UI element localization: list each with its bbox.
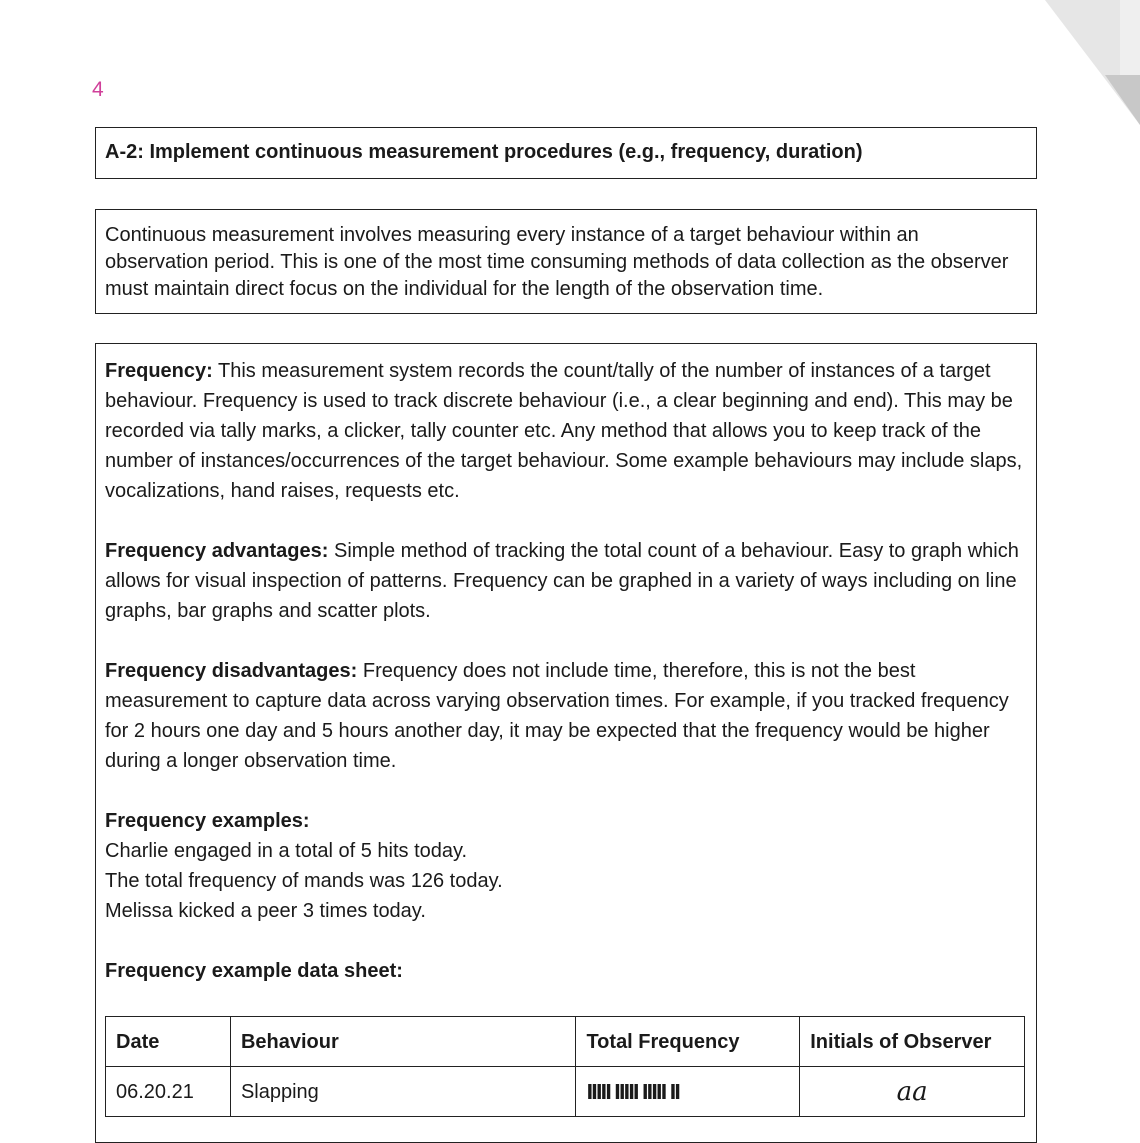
- example-item: Charlie engaged in a total of 5 hits today.: [105, 840, 468, 862]
- table-header-row: [106, 1017, 1025, 1067]
- advantages-label: Frequency advantages:: [105, 540, 329, 562]
- frequency-label: Frequency:: [105, 360, 213, 382]
- table-row: [106, 1067, 1025, 1117]
- frequency-paragraph: [105, 356, 1027, 506]
- frequency-box: [95, 343, 1037, 1143]
- intro-text: Continuous measurement involves measuring every instance of a target behaviour within an observation period. This is one of the most time consuming methods of data collection as the observer must maintain direct focus on the individual for the length of the observation time.: [105, 224, 1009, 300]
- page-number: 4: [92, 78, 104, 101]
- cell-behaviour: Slapping: [230, 1067, 576, 1117]
- examples-label: Frequency examples:: [105, 810, 310, 832]
- header-total-frequency: Total Frequency: [576, 1017, 800, 1067]
- cell-date: 06.20.21: [106, 1067, 231, 1117]
- example-item: Melissa kicked a peer 3 times today.: [105, 900, 426, 922]
- section-heading: A-2: Implement continuous measurement procedures (e.g., frequency, duration): [105, 141, 863, 163]
- disadvantages-paragraph: [105, 656, 1027, 776]
- page-curl-corner: [1010, 0, 1140, 125]
- intro-box: [95, 209, 1037, 314]
- disadvantages-label: Frequency disadvantages:: [105, 660, 358, 682]
- header-initials: Initials of Observer: [800, 1017, 1025, 1067]
- header-behaviour: Behaviour: [230, 1017, 576, 1067]
- advantages-text: Simple method of tracking the total count of a behaviour. Easy to graph which allows for visual inspection of patterns. Frequency can be graphed in a variety of ways including on line graphs, bar graphs and scatter plots.: [105, 540, 1019, 622]
- section-heading-box: [95, 127, 1037, 179]
- example-item: The total frequency of mands was 126 today.: [105, 870, 503, 892]
- advantages-paragraph: [105, 536, 1027, 626]
- frequency-data-sheet: [105, 1016, 1025, 1117]
- header-date: Date: [106, 1017, 231, 1067]
- examples-paragraph: [105, 806, 1027, 926]
- cell-initials: aa: [800, 1067, 1025, 1117]
- cell-tally-marks: IIIII IIIII IIIII II: [576, 1067, 800, 1117]
- datasheet-label: Frequency example data sheet:: [105, 960, 403, 982]
- frequency-text: This measurement system records the count/tally of the number of instances of a target behaviour. Frequency is used to track discrete behaviour (i.e., a clear beginning and end). This may be recorded via tally marks, a clicker, tally counter etc. Any method that allows you to keep track of the number of instances/occurrences of the target behaviour. Some example behaviours may include slaps, vocalizations, hand raises, requests etc.: [105, 360, 1023, 502]
- disadvantages-text: Frequency does not include time, therefore, this is not the best measurement to capture data across varying observation times. For example, if you tracked frequency for 2 hours one day and 5 hours another day, it may be expected that the frequency would be higher during a longer observation time.: [105, 660, 1009, 772]
